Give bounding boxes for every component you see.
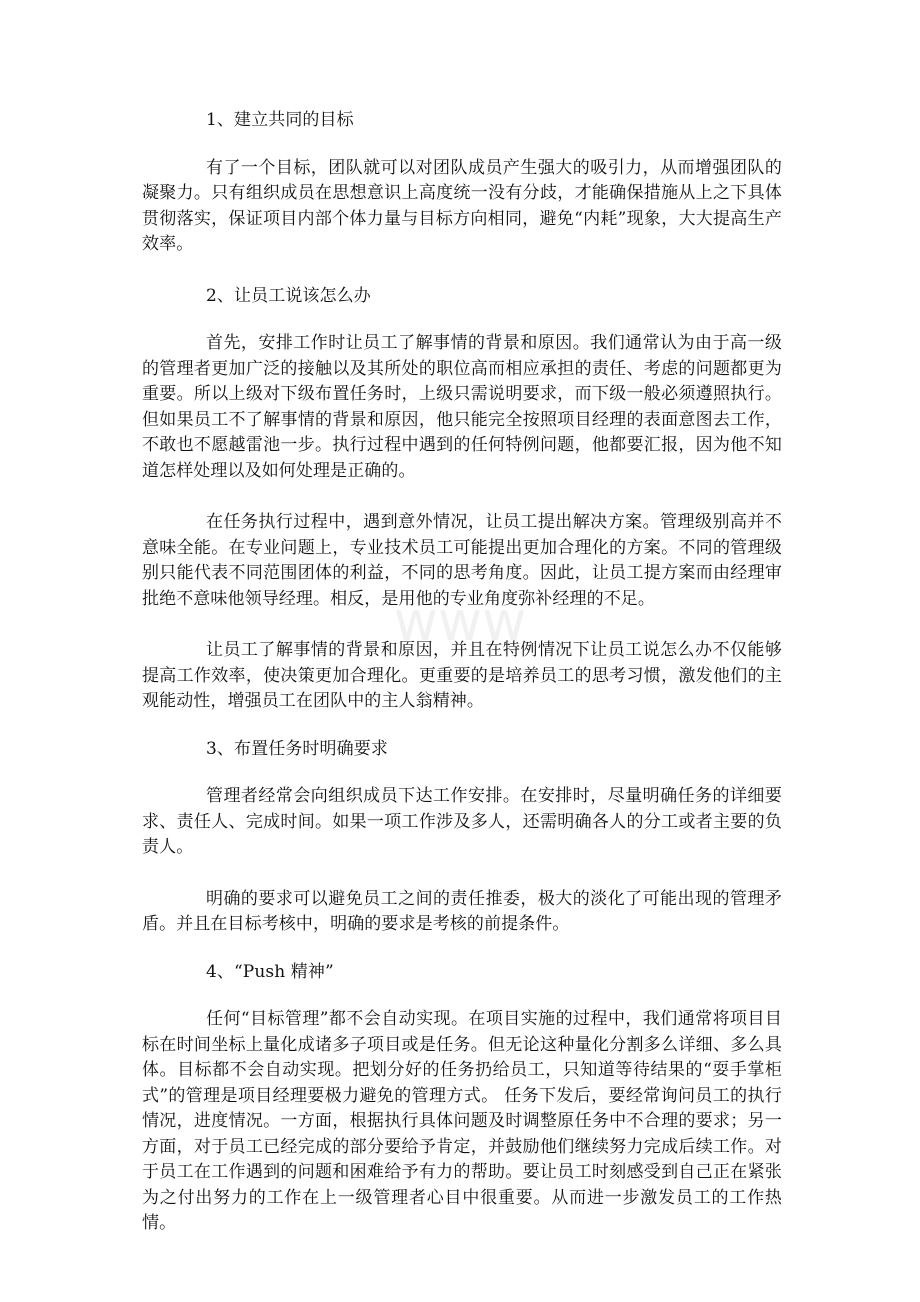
section-4-paragraph-1: 任何“目标管理”都不会自动实现。在项目实施的过程中，我们通常将项目目标在时间坐标上量化成诸多子项目或是任务。但无论这种量化分割多么详细、多么具体。目标都不会自动实现。把划分好的任务扔给员工，只知道等待结果的“耍手掌柜式”的管理是项目经理要极力避免的管理方式。 任务下发后，要经常询问员工的执行情况，进度情况。一方面，根据执行具体问题及时调整原任务中不合理的要求；另一方面，对于员工已经完成的部分要给予肯定，并鼓励他们继续努力完成后续工作。对于员工在工作遇到的问题和困难给予有力的帮助。要让员工时刻感受到自己正在紧张为之付出努力的工作在上一级管理者心目中很重要。从而进一步激发员工的工作热情。 bbox=[142, 1009, 782, 1233]
watermark: www bbox=[393, 590, 527, 653]
section-3-paragraph-2: 明确的要求可以避免员工之间的责任推委，极大的淡化了可能出现的管理矛盾。并且在目标考核中，明确的要求是考核的前提条件。 bbox=[142, 888, 782, 934]
document-body bbox=[142, 108, 782, 1263]
section-4-heading: 4、“Push 精神” bbox=[206, 961, 334, 982]
section-2-paragraph-3: 让员工了解事情的背景和原因，并且在特例情况下让员工说怎么办不仅能够提高工作效率，使决策更加合理化。更重要的是培养员工的思考习惯，激发他们的主观能动性，增强员工在团队中的主人翁精神。 bbox=[142, 640, 782, 711]
section-2-heading: 2、让员工说该怎么办 bbox=[206, 285, 371, 306]
section-1-heading: 1、建立共同的目标 bbox=[206, 110, 354, 130]
section-2-paragraph-1: 首先，安排工作时让员工了解事情的背景和原因。我们通常认为由于高一级的管理者更加广泛的接触以及其所处的职位高而相应承担的责任、考虑的问题都更为重要。所以上级对下级布置任务时，上级只需说明要求，而下级一般必须遵照执行。但如果员工不了解事情的背景和原因，他只能完全按照项目经理的表面意图去工作，不敢也不愿越雷池一步。执行过程中遇到的任何特例问题，他都要汇报，因为他不知道怎样处理以及如何处理是正确的。 bbox=[142, 333, 782, 481]
section-1-paragraph-1: 有了一个目标，团队就可以对团队成员产生强大的吸引力，从而增强团队的凝聚力。只有组织成员在思想意识上高度统一没有分歧，才能确保措施从上之下具体贯彻落实，保证项目内部个体力量与目标方向相同，避免“内耗”现象，大大提高生产效率。 bbox=[142, 157, 782, 254]
section-3-paragraph-1: 管理者经常会向组织成员下达工作安排。在安排时，尽量明确任务的详细要求、责任人、完成时间。如果一项工作涉及多人，还需明确各人的分工或者主要的负责人。 bbox=[142, 786, 782, 857]
section-3-heading: 3、布置任务时明确要求 bbox=[206, 738, 388, 759]
section-2-paragraph-2: 在任务执行过程中，遇到意外情况，让员工提出解决方案。管理级别高并不意味全能。在专业问题上，专业技术员工可能提出更加合理化的方案。不同的管理级别只能代表不同范围团体的利益，不同的思考角度。因此，让员工提方案而由经理审批绝不意味他领导经理。相反，是用他的专业角度弥补经理的不足。 bbox=[142, 512, 782, 609]
